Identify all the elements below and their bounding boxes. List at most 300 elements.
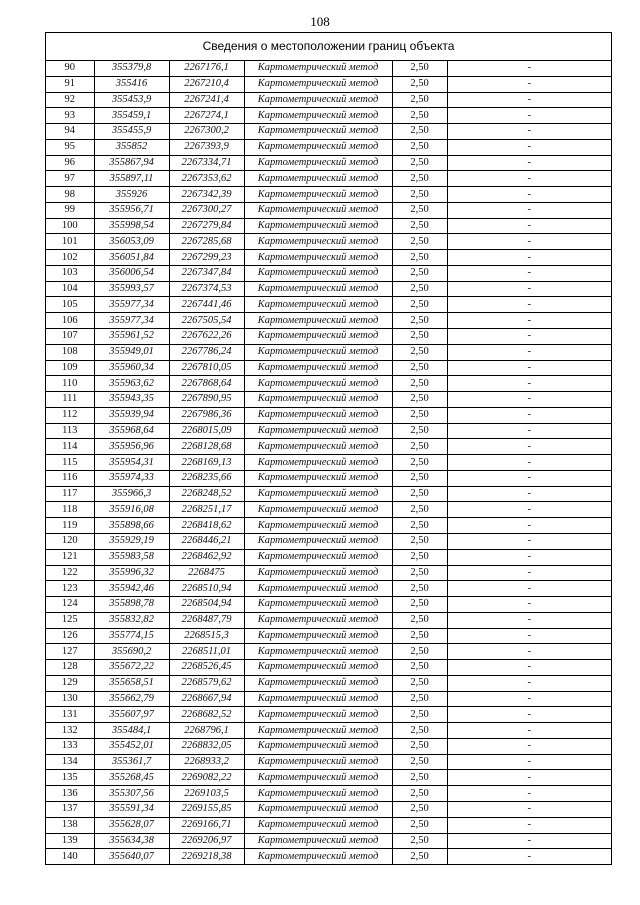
point-number-cell: 99 (46, 202, 94, 218)
point-number-cell: 92 (46, 92, 94, 108)
point-number-cell: 94 (46, 124, 94, 140)
precision-cell: 2,50 (392, 392, 447, 408)
y-coordinate-cell: 2268832,05 (169, 738, 244, 754)
point-number-cell: 132 (46, 723, 94, 739)
x-coordinate-cell: 355897,11 (94, 171, 169, 187)
precision-cell: 2,50 (392, 549, 447, 565)
table-row (46, 76, 611, 92)
method-cell: Картометрический метод (244, 171, 392, 187)
x-coordinate-cell: 355963,62 (94, 376, 169, 392)
description-cell: - (447, 218, 611, 234)
table-row (46, 565, 611, 581)
table-row (46, 754, 611, 770)
description-cell: - (447, 392, 611, 408)
method-cell: Картометрический метод (244, 407, 392, 423)
y-coordinate-cell: 2267347,84 (169, 265, 244, 281)
precision-cell: 2,50 (392, 738, 447, 754)
y-coordinate-cell: 2267210,4 (169, 76, 244, 92)
x-coordinate-cell: 355942,46 (94, 581, 169, 597)
description-cell: - (447, 597, 611, 613)
x-coordinate-cell: 355926 (94, 187, 169, 203)
precision-cell: 2,50 (392, 344, 447, 360)
table-row (46, 738, 611, 754)
precision-cell: 2,50 (392, 597, 447, 613)
table-row (46, 329, 611, 345)
x-coordinate-cell: 355774,15 (94, 628, 169, 644)
description-cell: - (447, 297, 611, 313)
method-cell: Картометрический метод (244, 817, 392, 833)
point-number-cell: 133 (46, 738, 94, 754)
point-number-cell: 90 (46, 61, 94, 76)
method-cell: Картометрический метод (244, 486, 392, 502)
point-number-cell: 101 (46, 234, 94, 250)
y-coordinate-cell: 2268667,94 (169, 691, 244, 707)
description-cell: - (447, 644, 611, 660)
precision-cell: 2,50 (392, 171, 447, 187)
method-cell: Картометрический метод (244, 155, 392, 171)
x-coordinate-cell: 355416 (94, 76, 169, 92)
y-coordinate-cell: 2268015,09 (169, 423, 244, 439)
y-coordinate-cell: 2267274,1 (169, 108, 244, 124)
x-coordinate-cell: 355961,52 (94, 329, 169, 345)
point-number-cell: 138 (46, 817, 94, 833)
y-coordinate-cell: 2268933,2 (169, 754, 244, 770)
table-row (46, 139, 611, 155)
description-cell: - (447, 344, 611, 360)
point-number-cell: 96 (46, 155, 94, 171)
point-number-cell: 137 (46, 801, 94, 817)
table-row (46, 486, 611, 502)
table-row (46, 407, 611, 423)
precision-cell: 2,50 (392, 407, 447, 423)
y-coordinate-cell: 2267300,2 (169, 124, 244, 140)
x-coordinate-cell: 355591,34 (94, 801, 169, 817)
method-cell: Картометрический метод (244, 423, 392, 439)
x-coordinate-cell: 355966,3 (94, 486, 169, 502)
x-coordinate-cell: 355690,2 (94, 644, 169, 660)
point-number-cell: 100 (46, 218, 94, 234)
table-row (46, 691, 611, 707)
precision-cell: 2,50 (392, 486, 447, 502)
description-cell: - (447, 265, 611, 281)
description-cell: - (447, 502, 611, 518)
description-cell: - (447, 202, 611, 218)
description-cell: - (447, 549, 611, 565)
point-number-cell: 128 (46, 660, 94, 676)
table-row (46, 502, 611, 518)
method-cell: Картометрический метод (244, 801, 392, 817)
method-cell: Картометрический метод (244, 502, 392, 518)
table-row (46, 124, 611, 140)
method-cell: Картометрический метод (244, 281, 392, 297)
precision-cell: 2,50 (392, 297, 447, 313)
table-row (46, 770, 611, 786)
y-coordinate-cell: 2268418,62 (169, 518, 244, 534)
precision-cell: 2,50 (392, 817, 447, 833)
table-row (46, 392, 611, 408)
method-cell: Картометрический метод (244, 92, 392, 108)
description-cell: - (447, 76, 611, 92)
x-coordinate-cell: 355607,97 (94, 707, 169, 723)
point-number-cell: 131 (46, 707, 94, 723)
point-number-cell: 106 (46, 313, 94, 329)
y-coordinate-cell: 2268511,01 (169, 644, 244, 660)
description-cell: - (447, 470, 611, 486)
y-coordinate-cell: 2267890,95 (169, 392, 244, 408)
y-coordinate-cell: 2267285,68 (169, 234, 244, 250)
table-row (46, 218, 611, 234)
precision-cell: 2,50 (392, 155, 447, 171)
x-coordinate-cell: 355898,78 (94, 597, 169, 613)
point-number-cell: 117 (46, 486, 94, 502)
point-number-cell: 120 (46, 533, 94, 549)
method-cell: Картометрический метод (244, 549, 392, 565)
x-coordinate-cell: 355484,1 (94, 723, 169, 739)
point-number-cell: 139 (46, 833, 94, 849)
description-cell: - (447, 612, 611, 628)
point-number-cell: 122 (46, 565, 94, 581)
description-cell: - (447, 486, 611, 502)
point-number-cell: 115 (46, 455, 94, 471)
description-cell: - (447, 707, 611, 723)
description-cell: - (447, 423, 611, 439)
table-row (46, 92, 611, 108)
method-cell: Картометрический метод (244, 187, 392, 203)
method-cell: Картометрический метод (244, 660, 392, 676)
x-coordinate-cell: 355361,7 (94, 754, 169, 770)
description-cell: - (447, 565, 611, 581)
x-coordinate-cell: 355956,71 (94, 202, 169, 218)
point-number-cell: 103 (46, 265, 94, 281)
table-row (46, 549, 611, 565)
description-cell: - (447, 455, 611, 471)
precision-cell: 2,50 (392, 313, 447, 329)
method-cell: Картометрический метод (244, 565, 392, 581)
precision-cell: 2,50 (392, 76, 447, 92)
x-coordinate-cell: 355453,9 (94, 92, 169, 108)
precision-cell: 2,50 (392, 801, 447, 817)
description-cell: - (447, 171, 611, 187)
method-cell: Картометрический метод (244, 723, 392, 739)
x-coordinate-cell: 355968,64 (94, 423, 169, 439)
precision-cell: 2,50 (392, 455, 447, 471)
point-number-cell: 109 (46, 360, 94, 376)
point-number-cell: 105 (46, 297, 94, 313)
method-cell: Картометрический метод (244, 533, 392, 549)
method-cell: Картометрический метод (244, 644, 392, 660)
point-number-cell: 118 (46, 502, 94, 518)
x-coordinate-cell: 355943,35 (94, 392, 169, 408)
y-coordinate-cell: 2268128,68 (169, 439, 244, 455)
table-row (46, 660, 611, 676)
table-row (46, 265, 611, 281)
y-coordinate-cell: 2268487,79 (169, 612, 244, 628)
method-cell: Картометрический метод (244, 124, 392, 140)
x-coordinate-cell: 355628,07 (94, 817, 169, 833)
table-row (46, 581, 611, 597)
method-cell: Картометрический метод (244, 218, 392, 234)
description-cell: - (447, 439, 611, 455)
x-coordinate-cell: 355954,31 (94, 455, 169, 471)
point-number-cell: 108 (46, 344, 94, 360)
method-cell: Картометрический метод (244, 329, 392, 345)
precision-cell: 2,50 (392, 502, 447, 518)
y-coordinate-cell: 2267300,27 (169, 202, 244, 218)
table-row (46, 234, 611, 250)
description-cell: - (447, 313, 611, 329)
precision-cell: 2,50 (392, 187, 447, 203)
point-number-cell: 136 (46, 786, 94, 802)
table-row (46, 202, 611, 218)
y-coordinate-cell: 2269206,97 (169, 833, 244, 849)
method-cell: Картометрический метод (244, 786, 392, 802)
y-coordinate-cell: 2269166,71 (169, 817, 244, 833)
method-cell: Картометрический метод (244, 738, 392, 754)
table-row (46, 612, 611, 628)
precision-cell: 2,50 (392, 723, 447, 739)
x-coordinate-cell: 355998,54 (94, 218, 169, 234)
table-row (46, 155, 611, 171)
page-number: 108 (310, 14, 330, 29)
precision-cell: 2,50 (392, 691, 447, 707)
x-coordinate-cell: 355640,07 (94, 849, 169, 864)
table-row (46, 297, 611, 313)
x-coordinate-cell: 355379,8 (94, 61, 169, 76)
point-number-cell: 91 (46, 76, 94, 92)
table-row (46, 470, 611, 486)
x-coordinate-cell: 355983,58 (94, 549, 169, 565)
y-coordinate-cell: 2267986,36 (169, 407, 244, 423)
x-coordinate-cell: 355867,94 (94, 155, 169, 171)
description-cell: - (447, 518, 611, 534)
x-coordinate-cell: 355268,45 (94, 770, 169, 786)
precision-cell: 2,50 (392, 124, 447, 140)
point-number-cell: 123 (46, 581, 94, 597)
x-coordinate-cell: 355996,32 (94, 565, 169, 581)
method-cell: Картометрический метод (244, 202, 392, 218)
x-coordinate-cell: 355929,19 (94, 533, 169, 549)
point-number-cell: 98 (46, 187, 94, 203)
y-coordinate-cell: 2268510,94 (169, 581, 244, 597)
description-cell: - (447, 61, 611, 76)
x-coordinate-cell: 355916,08 (94, 502, 169, 518)
x-coordinate-cell: 355993,57 (94, 281, 169, 297)
precision-cell: 2,50 (392, 770, 447, 786)
precision-cell: 2,50 (392, 565, 447, 581)
precision-cell: 2,50 (392, 376, 447, 392)
method-cell: Картометрический метод (244, 833, 392, 849)
precision-cell: 2,50 (392, 202, 447, 218)
description-cell: - (447, 628, 611, 644)
y-coordinate-cell: 2267786,24 (169, 344, 244, 360)
x-coordinate-cell: 355977,34 (94, 297, 169, 313)
x-coordinate-cell: 355459,1 (94, 108, 169, 124)
point-number-cell: 112 (46, 407, 94, 423)
table-row (46, 707, 611, 723)
y-coordinate-cell: 2267374,53 (169, 281, 244, 297)
precision-cell: 2,50 (392, 786, 447, 802)
precision-cell: 2,50 (392, 849, 447, 864)
table-row (46, 61, 611, 76)
description-cell: - (447, 754, 611, 770)
method-cell: Картометрический метод (244, 139, 392, 155)
precision-cell: 2,50 (392, 660, 447, 676)
method-cell: Картометрический метод (244, 108, 392, 124)
point-number-cell: 121 (46, 549, 94, 565)
precision-cell: 2,50 (392, 218, 447, 234)
y-coordinate-cell: 2268526,45 (169, 660, 244, 676)
point-number-cell: 113 (46, 423, 94, 439)
precision-cell: 2,50 (392, 628, 447, 644)
y-coordinate-cell: 2268504,94 (169, 597, 244, 613)
method-cell: Картометрический метод (244, 518, 392, 534)
method-cell: Картометрический метод (244, 581, 392, 597)
method-cell: Картометрический метод (244, 675, 392, 691)
precision-cell: 2,50 (392, 139, 447, 155)
precision-cell: 2,50 (392, 108, 447, 124)
precision-cell: 2,50 (392, 360, 447, 376)
section-title: Сведения о местоположении границ объекта (46, 33, 611, 61)
point-number-cell: 126 (46, 628, 94, 644)
table-row (46, 723, 611, 739)
description-cell: - (447, 250, 611, 266)
y-coordinate-cell: 2267342,39 (169, 187, 244, 203)
precision-cell: 2,50 (392, 329, 447, 345)
table-row (46, 455, 611, 471)
coordinates-table (46, 61, 611, 864)
table-row (46, 628, 611, 644)
y-coordinate-cell: 2267868,64 (169, 376, 244, 392)
method-cell: Картометрический метод (244, 376, 392, 392)
table-row (46, 423, 611, 439)
point-number-cell: 97 (46, 171, 94, 187)
point-number-cell: 116 (46, 470, 94, 486)
table-row (46, 597, 611, 613)
description-cell: - (447, 281, 611, 297)
point-number-cell: 134 (46, 754, 94, 770)
x-coordinate-cell: 355960,34 (94, 360, 169, 376)
precision-cell: 2,50 (392, 707, 447, 723)
y-coordinate-cell: 2267622,26 (169, 329, 244, 345)
method-cell: Картометрический метод (244, 250, 392, 266)
y-coordinate-cell: 2267441,46 (169, 297, 244, 313)
precision-cell: 2,50 (392, 754, 447, 770)
x-coordinate-cell: 355977,34 (94, 313, 169, 329)
x-coordinate-cell: 356051,84 (94, 250, 169, 266)
description-cell: - (447, 770, 611, 786)
precision-cell: 2,50 (392, 675, 447, 691)
point-number-cell: 111 (46, 392, 94, 408)
description-cell: - (447, 817, 611, 833)
method-cell: Картометрический метод (244, 297, 392, 313)
y-coordinate-cell: 2267334,71 (169, 155, 244, 171)
precision-cell: 2,50 (392, 581, 447, 597)
precision-cell: 2,50 (392, 423, 447, 439)
precision-cell: 2,50 (392, 92, 447, 108)
method-cell: Картометрический метод (244, 849, 392, 864)
y-coordinate-cell: 2268169,13 (169, 455, 244, 471)
description-cell: - (447, 581, 611, 597)
description-cell: - (447, 124, 611, 140)
x-coordinate-cell: 355939,94 (94, 407, 169, 423)
precision-cell: 2,50 (392, 470, 447, 486)
y-coordinate-cell: 2269082,22 (169, 770, 244, 786)
precision-cell: 2,50 (392, 439, 447, 455)
x-coordinate-cell: 355974,33 (94, 470, 169, 486)
y-coordinate-cell: 2268682,52 (169, 707, 244, 723)
y-coordinate-cell: 2269155,85 (169, 801, 244, 817)
description-cell: - (447, 139, 611, 155)
point-number-cell: 102 (46, 250, 94, 266)
method-cell: Картометрический метод (244, 360, 392, 376)
description-cell: - (447, 234, 611, 250)
x-coordinate-cell: 356053,09 (94, 234, 169, 250)
y-coordinate-cell: 2267176,1 (169, 61, 244, 76)
point-number-cell: 95 (46, 139, 94, 155)
description-cell: - (447, 187, 611, 203)
y-coordinate-cell: 2267279,84 (169, 218, 244, 234)
point-number-cell: 93 (46, 108, 94, 124)
table-row (46, 187, 611, 203)
y-coordinate-cell: 2268475 (169, 565, 244, 581)
description-cell: - (447, 155, 611, 171)
description-cell: - (447, 723, 611, 739)
x-coordinate-cell: 355832,82 (94, 612, 169, 628)
table-row (46, 281, 611, 297)
x-coordinate-cell: 355956,96 (94, 439, 169, 455)
x-coordinate-cell: 355307,56 (94, 786, 169, 802)
precision-cell: 2,50 (392, 234, 447, 250)
table-row (46, 376, 611, 392)
x-coordinate-cell: 355672,22 (94, 660, 169, 676)
x-coordinate-cell: 356006,54 (94, 265, 169, 281)
description-cell: - (447, 360, 611, 376)
precision-cell: 2,50 (392, 644, 447, 660)
method-cell: Картометрический метод (244, 707, 392, 723)
method-cell: Картометрический метод (244, 61, 392, 76)
table-row (46, 518, 611, 534)
point-number-cell: 107 (46, 329, 94, 345)
method-cell: Картометрический метод (244, 612, 392, 628)
table-row (46, 801, 611, 817)
description-cell: - (527, 850, 531, 862)
table-row (46, 360, 611, 376)
method-cell: Картометрический метод (244, 455, 392, 471)
description-cell: - (447, 329, 611, 345)
description-cell: - (447, 691, 611, 707)
table-row (46, 675, 611, 691)
y-coordinate-cell: 2268796,1 (169, 723, 244, 739)
x-coordinate-cell: 355658,51 (94, 675, 169, 691)
table-row (46, 849, 611, 864)
method-cell: Картометрический метод (244, 344, 392, 360)
point-number-cell: 114 (46, 439, 94, 455)
method-cell: Картометрический метод (244, 470, 392, 486)
description-cell: - (447, 376, 611, 392)
point-number-cell: 127 (46, 644, 94, 660)
y-coordinate-cell: 2269103,5 (169, 786, 244, 802)
y-coordinate-cell: 2268235,66 (169, 470, 244, 486)
y-coordinate-cell: 2267353,62 (169, 171, 244, 187)
table-row (46, 817, 611, 833)
table-row (46, 108, 611, 124)
point-number-cell: 140 (46, 849, 94, 864)
precision-cell: 2,50 (392, 533, 447, 549)
x-coordinate-cell: 355898,66 (94, 518, 169, 534)
method-cell: Картометрический метод (244, 234, 392, 250)
point-number-cell: 119 (46, 518, 94, 534)
x-coordinate-cell: 355949,01 (94, 344, 169, 360)
